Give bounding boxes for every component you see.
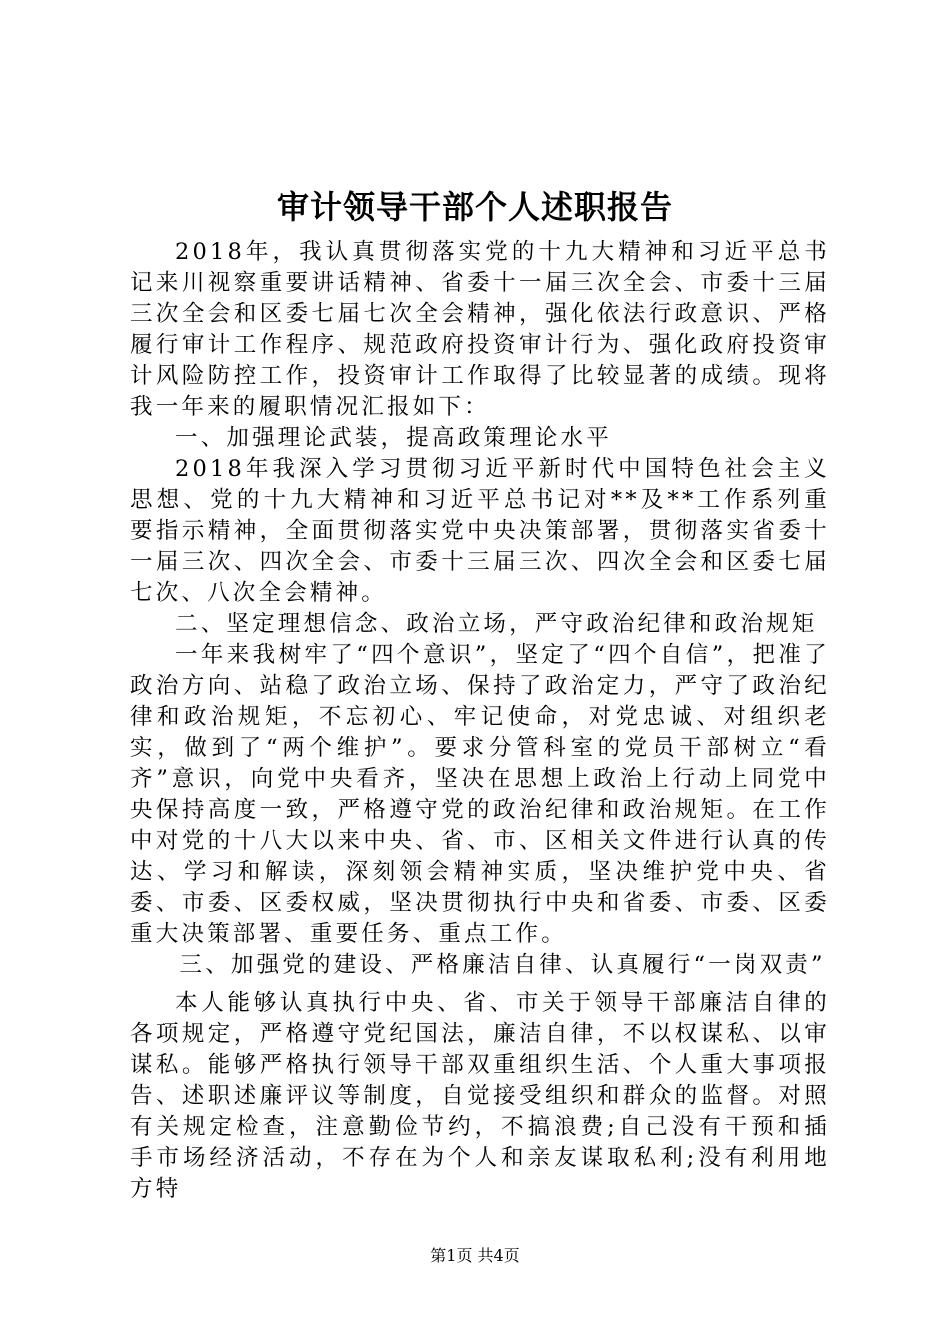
section-heading-2: 二、坚定理想信念、政治立场，严守政治纪律和政治规矩 bbox=[175, 611, 818, 637]
document-title: 审计领导干部个人述职报告 bbox=[276, 188, 673, 226]
section-3-paragraph: 本人能够认真执行中央、省、市关于领导干部廉洁自律的各项规定，严格遵守党纪国法，廉洁自律，不以权谋私、以审谋私。能够严格执行领导干部双重组织生活、个人重大事项报告、述职述廉评议等制度，自觉接受组织和群众的监督。对照有关规定检查，注意勤俭节约，不搞浪费;自己没有干预和插手市场经济活动，不存在为个人和亲友谋取私利;没有利用地方特 bbox=[130, 990, 830, 1202]
section-heading-1: 一、加强理论武装，提高政策理论水平 bbox=[175, 425, 612, 451]
page-footer: 第1页 共4页 bbox=[430, 1246, 520, 1265]
section-heading-3: 三、加强党的建设、严格廉洁自律、认真履行“一岗双责” bbox=[179, 952, 826, 978]
section-2-paragraph: 一年来我树牢了“四个意识”，坚定了“四个自信”，把准了政治方向、站稳了政治立场、保持了政治定力，严守了政治纪律和政治规矩，不忘初心、牢记使命，对党忠诚、对组织老实，做到了“两个维护”。要求分管科室的党员干部树立“看齐”意识，向党中央看齐，坚决在思想上政治上行动上同党中央保持高度一致，严格遵守党的政治纪律和政治规矩。在工作中对党的十八大以来中央、省、市、区相关文件进行认真的传达、学习和解读，深刻领会精神实质，坚决维护党中央、省委、市委、区委权威，坚决贯彻执行中央和省委、市委、区委重大决策部署、重要任务、重点工作。 bbox=[130, 642, 830, 947]
intro-paragraph: 2018年，我认真贯彻落实党的十九大精神和习近平总书记来川视察重要讲话精神、省委十一届三次全会、市委十三届三次全会和区委七届七次全会精神，强化依法行政意识、严格履行审计工作程序、规范政府投资审计行为、强化政府投资审计风险防控工作，投资审计工作取得了比较显著的成绩。现将我一年来的履职情况汇报如下： bbox=[130, 239, 830, 420]
document-body bbox=[130, 237, 830, 1205]
section-1-paragraph: 2018年我深入学习贯彻习近平新时代中国特色社会主义思想、党的十九大精神和习近平总书记对**及**工作系列重要指示精神，全面贯彻落实党中央决策部署，贯彻落实省委十一届三次、四次全会、市委十三届三次、四次全会和区委七届七次、八次全会精神。 bbox=[130, 456, 830, 606]
